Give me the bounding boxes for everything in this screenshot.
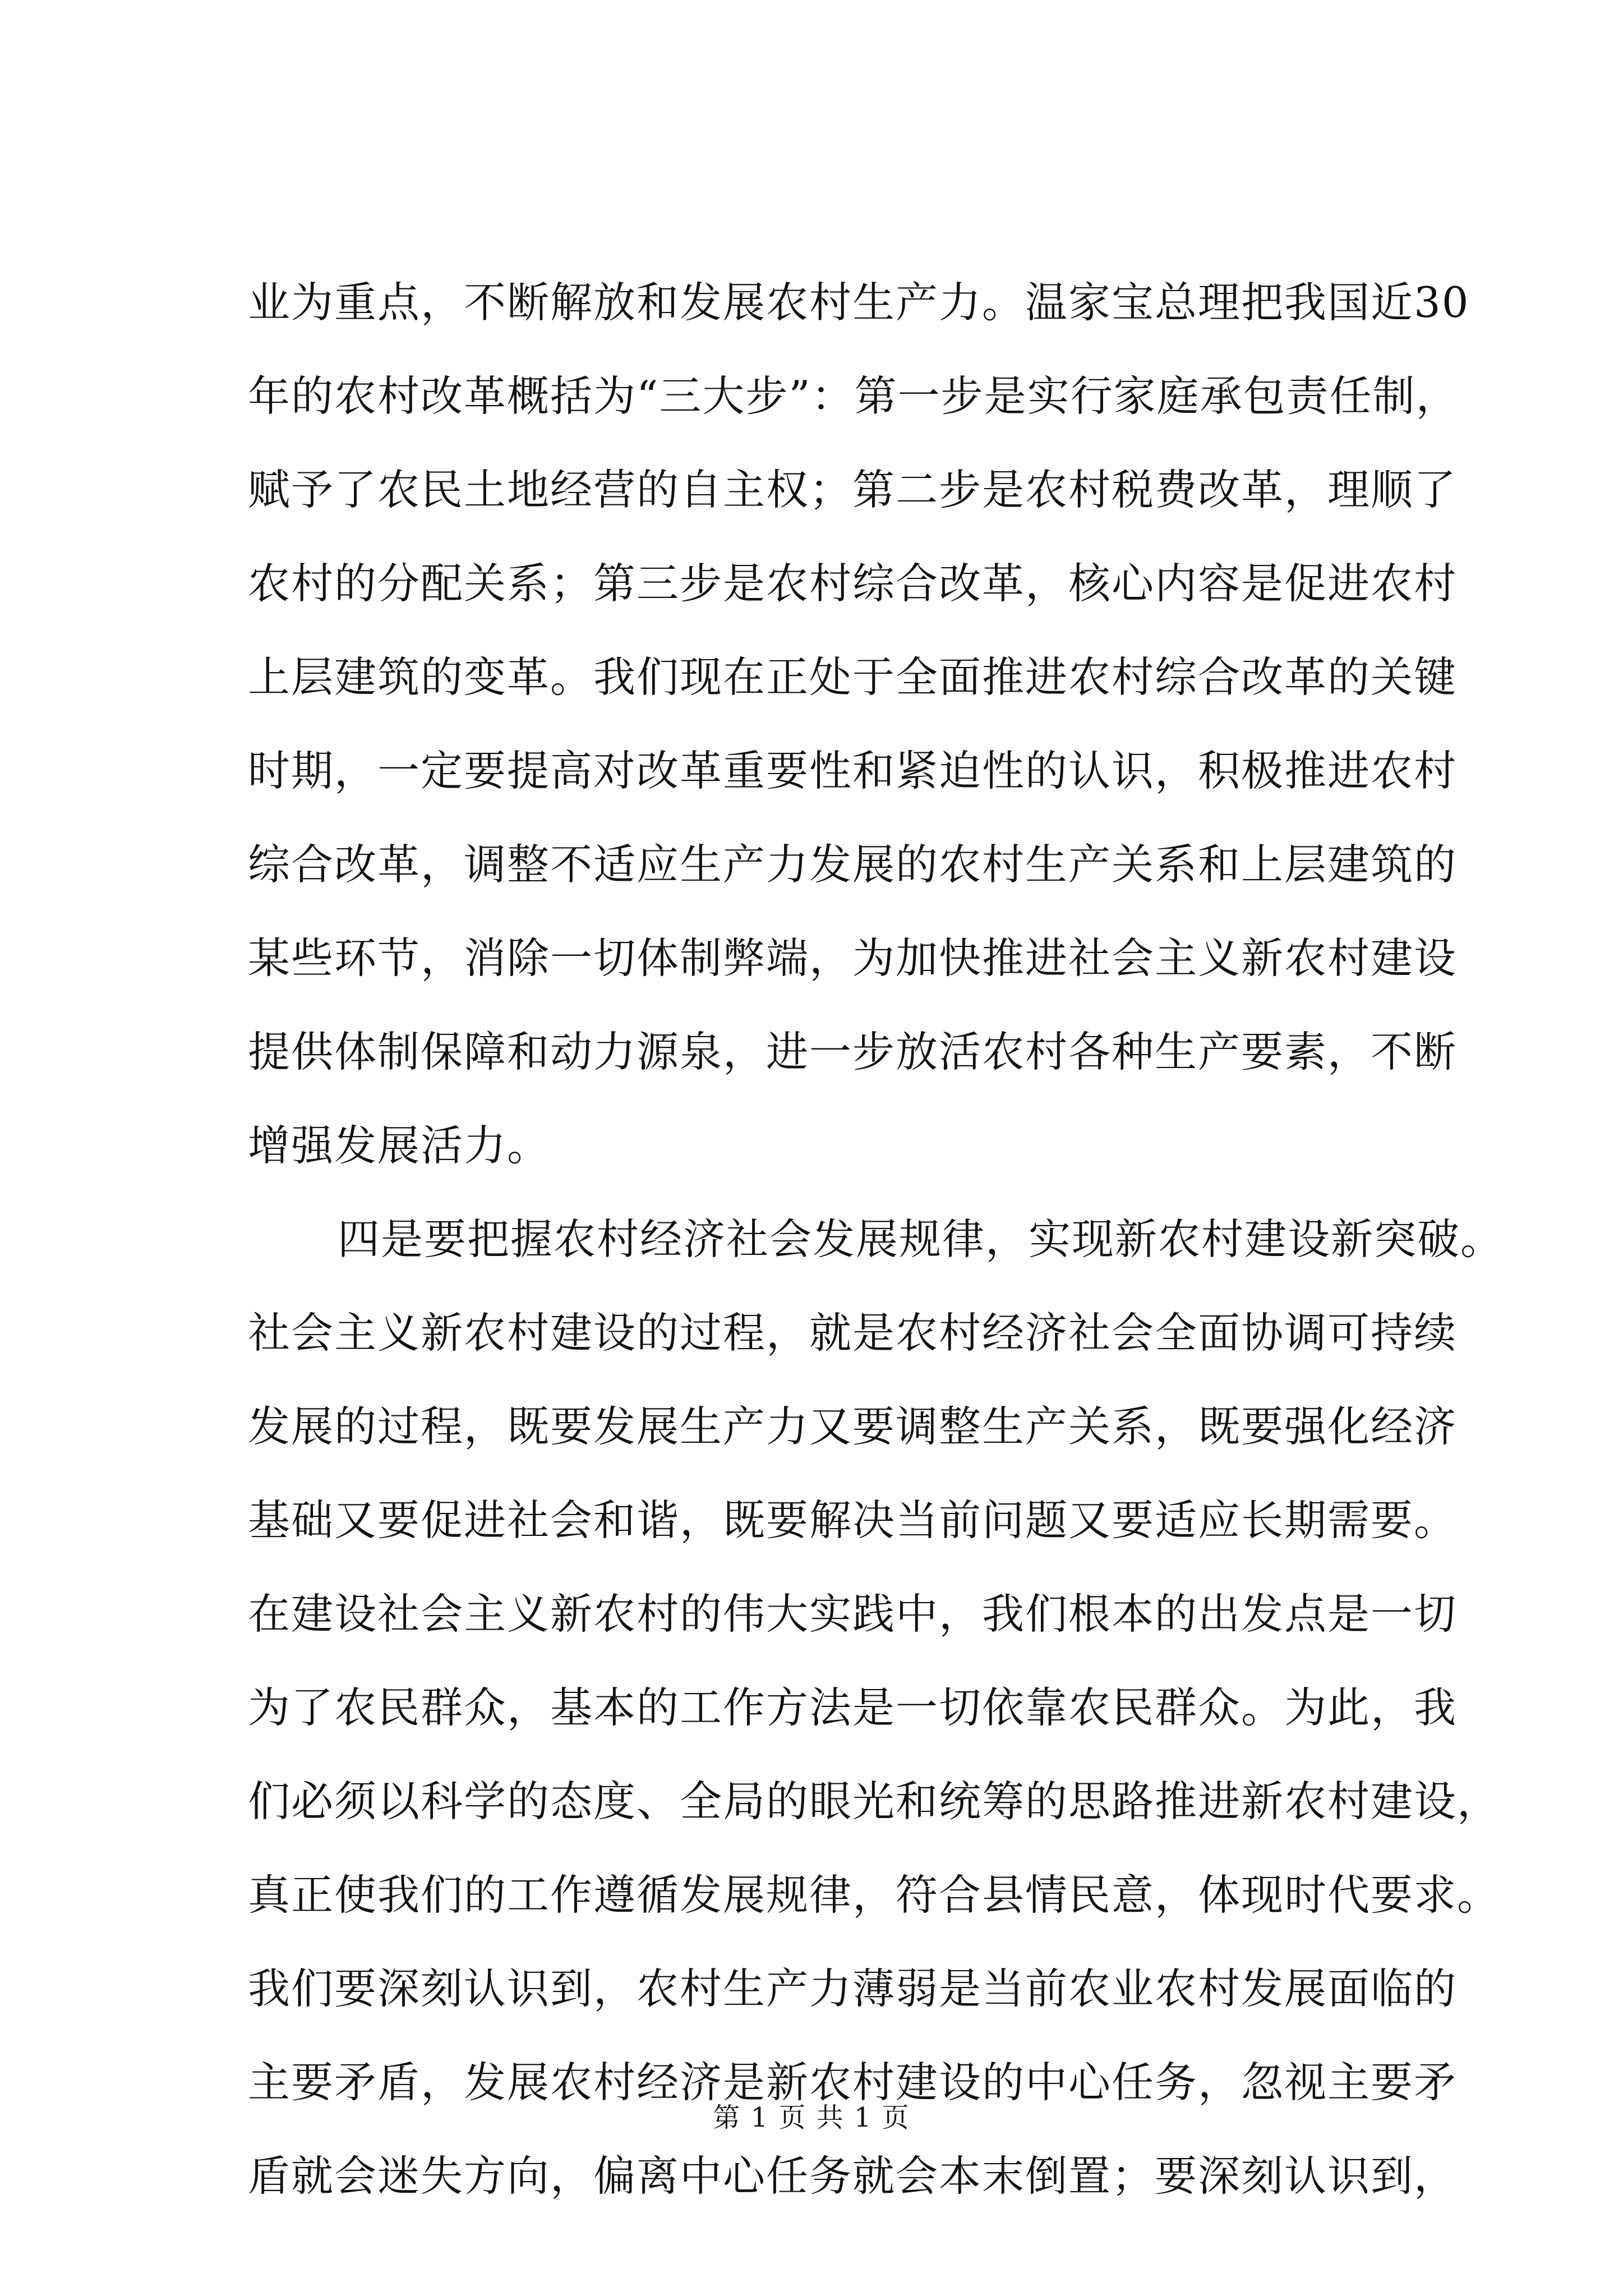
text-line: 年的农村改革概括为“三大步”：第一步是实行家庭承包责任制， xyxy=(248,371,1459,421)
text-line: 赋予了农民土地经营的自主权；第二步是农村税费改革，理顺了 xyxy=(248,465,1458,514)
text-line: 增强发展活力。 xyxy=(248,1121,551,1170)
page-number-footer: 第 1 页 共 1 页 xyxy=(713,2102,910,2133)
text-line: 综合改革，调整不适应生产力发展的农村生产关系和上层建筑的 xyxy=(248,840,1458,889)
text-line: 在建设社会主义新农村的伟大实践中，我们根本的出发点是一切 xyxy=(248,1589,1458,1639)
text-line: 时期，一定要提高对改革重要性和紧迫性的认识，积极推进农村 xyxy=(248,746,1458,795)
text-line: 社会主义新农村建设的过程，就是农村经济社会全面协调可持续 xyxy=(248,1308,1458,1358)
text-line: 某些环节，消除一切体制弊端，为加快推进社会主义新农村建设 xyxy=(248,933,1458,983)
text-line: 提供体制保障和动力源泉，进一步放活农村各种生产要素，不断 xyxy=(248,1027,1458,1076)
text-line: 上层建筑的变革。我们现在正处于全面推进农村综合改革的关键 xyxy=(248,652,1458,702)
document-body xyxy=(248,256,1504,2223)
text-line: 为了农民群众，基本的工作方法是一切依靠农民群众。为此，我 xyxy=(248,1683,1458,1732)
text-line: 真正使我们的工作遵循发展规律，符合县情民意，体现时代要求。 xyxy=(248,1870,1501,1920)
paragraph-first-line: 四是要把握农村经济社会发展规律，实现新农村建设新突破。 xyxy=(338,1214,1504,1264)
text-line: 业为重点，不断解放和发展农村生产力。温家宝总理把我国近30 xyxy=(248,278,1470,327)
text-line: 主要矛盾，发展农村经济是新农村建设的中心任务，忽视主要矛 xyxy=(248,2058,1458,2107)
text-line: 基础又要促进社会和谐，既要解决当前问题又要适应长期需要。 xyxy=(248,1496,1458,1545)
text-line: 们必须以科学的态度、全局的眼光和统筹的思路推进新农村建设， xyxy=(248,1777,1501,1826)
text-line: 盾就会迷失方向，偏离中心任务就会本末倒置；要深刻认识到， xyxy=(248,2151,1458,2201)
text-line: 发展的过程，既要发展生产力又要调整生产关系，既要强化经济 xyxy=(248,1402,1458,1451)
text-line: 农村的分配关系；第三步是农村综合改革，核心内容是促进农村 xyxy=(248,559,1458,608)
text-line: 我们要深刻认识到，农村生产力薄弱是当前农业农村发展面临的 xyxy=(248,1964,1458,2013)
